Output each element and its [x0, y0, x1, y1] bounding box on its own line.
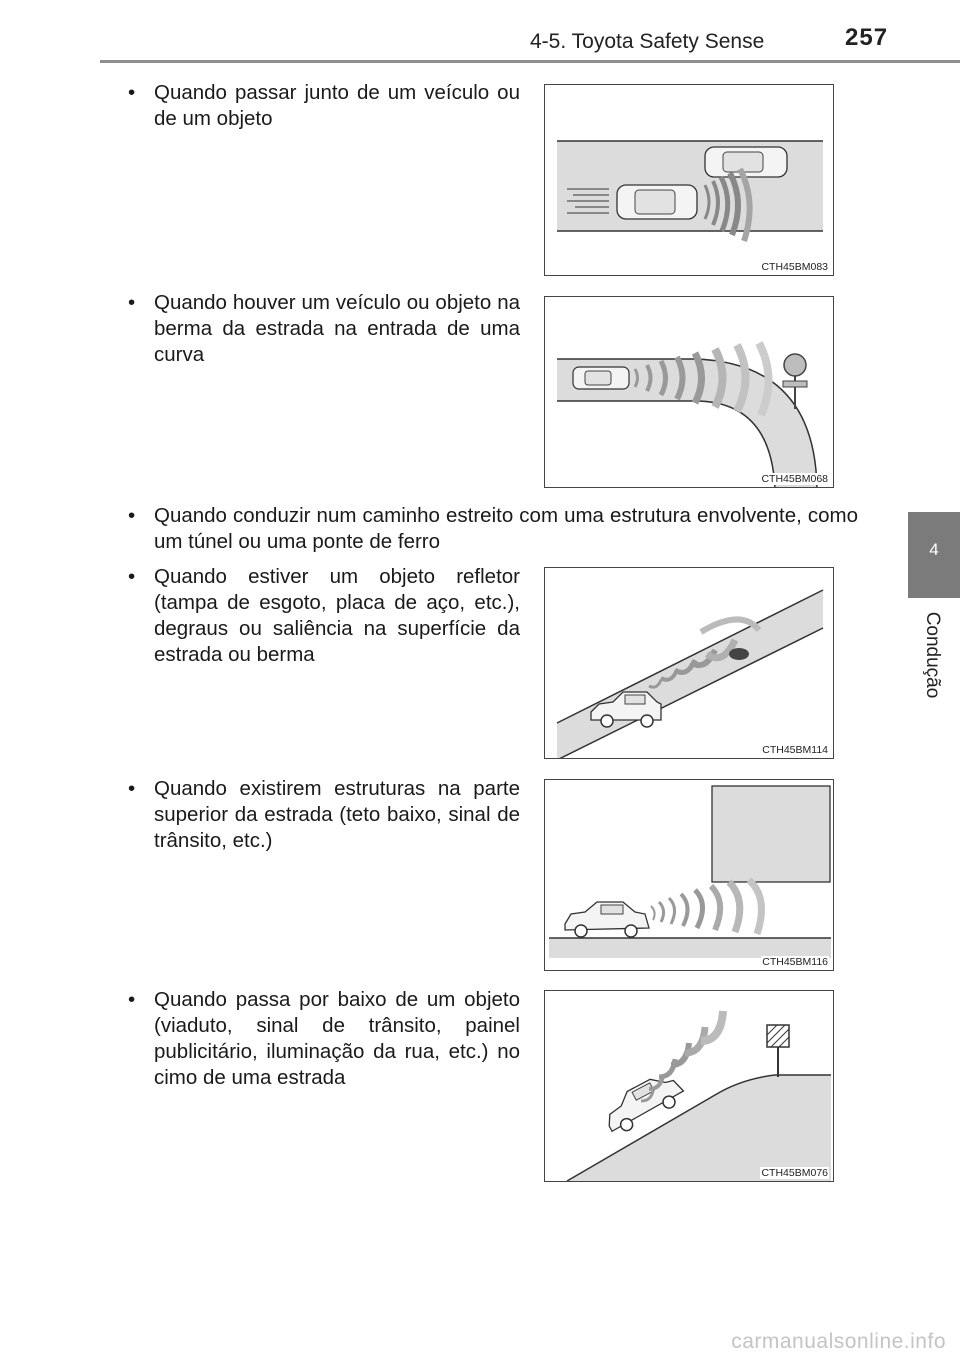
bullet-marker: •	[128, 291, 136, 314]
bullet-marker: •	[128, 777, 136, 800]
bullet-marker: •	[128, 504, 136, 527]
figure-overhead-structure	[544, 779, 834, 971]
list-item	[128, 290, 520, 368]
list-item	[128, 80, 520, 132]
passing-vehicle-illustration	[545, 85, 834, 276]
list-item	[128, 776, 520, 854]
list-item-text: Quando houver um veículo ou objeto na berma da estrada na entrada de uma curva	[154, 291, 520, 366]
list-item-text: Quando conduzir num caminho estreito com uma estrutura envolvente, como um túnel ou uma ponte de ferro	[154, 504, 858, 553]
list-item	[128, 564, 520, 668]
chapter-tab	[908, 512, 960, 598]
list-item-text: Quando estiver um objeto refletor (tampa de esgoto, placa de aço, etc.), degraus ou saliência na superfície da estrada ou berma	[154, 565, 520, 666]
page-number: 257	[845, 24, 889, 51]
bullet-marker: •	[128, 988, 136, 1011]
chapter-label: Condução	[922, 611, 943, 699]
figure-curve-entrance	[544, 296, 834, 488]
figure-passing-vehicle	[544, 84, 834, 276]
figure-code: CTH45BM083	[761, 261, 828, 273]
section-title: 4-5. Toyota Safety Sense	[530, 30, 765, 53]
curve-entrance-illustration	[545, 297, 834, 488]
list-item-text: Quando passar junto de um veículo ou de um objeto	[154, 81, 520, 130]
overhead-structure-illustration	[545, 780, 834, 971]
list-item	[128, 987, 520, 1091]
header-rule	[100, 60, 960, 63]
figure-code: CTH45BM116	[762, 956, 828, 968]
figure-code: CTH45BM068	[761, 473, 828, 485]
reflective-object-illustration	[545, 568, 834, 759]
figure-code: CTH45BM076	[761, 1167, 828, 1179]
figure-code: CTH45BM114	[762, 744, 828, 756]
list-item-text: Quando existirem estruturas na parte superior da estrada (teto baixo, sinal de trânsito, etc.)	[154, 777, 520, 852]
figure-hill-crest	[544, 990, 834, 1182]
bullet-marker: •	[128, 565, 136, 588]
hill-crest-illustration	[545, 991, 834, 1182]
bullet-marker: •	[128, 81, 136, 104]
footer-watermark: carmanualsonline.info	[731, 1330, 946, 1353]
chapter-number: 4	[929, 540, 939, 559]
list-item-text: Quando passa por baixo de um objeto (viaduto, sinal de trânsito, painel publicitário, iluminação da rua, etc.) no cimo de uma estrada	[154, 988, 520, 1089]
list-item	[128, 503, 858, 555]
figure-reflective-object	[544, 567, 834, 759]
